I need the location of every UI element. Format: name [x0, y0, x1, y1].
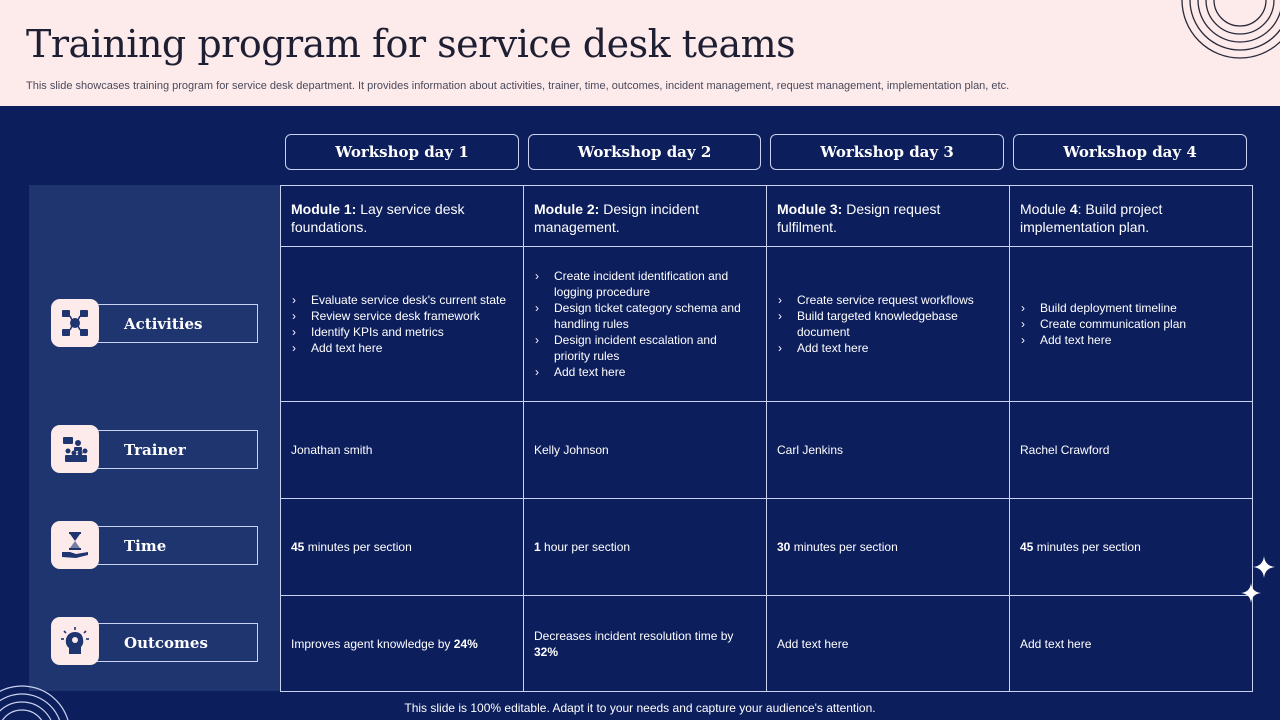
footer-note: This slide is 100% editable. Adapt it to your needs and capture your audience's attention.	[404, 701, 876, 715]
trainer-cell-2: Kelly Johnson	[524, 402, 767, 499]
activities-cell-2	[524, 247, 767, 402]
activities-row	[281, 247, 1253, 402]
time-unit: hour per section	[540, 540, 631, 554]
list-item: › Identify KPIs and metrics	[291, 324, 513, 340]
list-item: › Add text here	[777, 340, 999, 356]
module-prefix: Module	[1020, 201, 1070, 217]
row-label-time: Time	[72, 526, 258, 565]
list-item: › Design ticket category schema and handling rules	[534, 300, 756, 332]
module-text: Lay service desk foundations.	[291, 201, 465, 235]
list-item: › Create service request workflows	[777, 292, 999, 308]
time-value: 45	[1020, 540, 1034, 554]
time-unit: minutes per section	[790, 540, 898, 554]
tab-workshop-day-1[interactable]: Workshop day 1	[285, 134, 519, 170]
module-text: Design request fulfilment.	[777, 201, 941, 235]
tab-workshop-day-3[interactable]: Workshop day 3	[770, 134, 1004, 170]
hourglass-hand-icon	[51, 521, 99, 569]
module-prefix: Module 2:	[534, 201, 600, 217]
outcome-cell-1	[281, 596, 524, 692]
time-value: 45	[291, 540, 305, 554]
activities-cell-4	[1010, 247, 1253, 402]
time-value: 1	[534, 540, 541, 554]
outcome-cell-3	[767, 596, 1010, 692]
trainer-row	[281, 402, 1253, 499]
page-title: Training program for service desk teams	[26, 22, 796, 66]
header-band	[0, 0, 1280, 106]
time-unit: minutes per section	[304, 540, 412, 554]
trainer-cell-1: Jonathan smith	[281, 402, 524, 499]
time-value: 30	[777, 540, 791, 554]
module-row	[281, 186, 1253, 247]
list-item: › Design incident escalation and priority rules	[534, 332, 756, 364]
time-row	[281, 499, 1253, 596]
outcome-value: 32%	[534, 644, 559, 659]
page-subtitle: This slide showcases training program for service desk department. It provides information about activities, trainer, time, outcomes, incident management, request management, implementation plan, etc.	[26, 80, 1010, 92]
decorative-arcs-icon	[1180, 0, 1280, 60]
outcome-cell-2	[524, 596, 767, 692]
tab-workshop-day-2[interactable]: Workshop day 2	[528, 134, 761, 170]
time-unit: minutes per section	[1033, 540, 1141, 554]
activities-cell-1	[281, 247, 524, 402]
time-cell-4	[1010, 499, 1253, 596]
outcomes-row	[281, 596, 1253, 692]
row-label-activities: Activities	[72, 304, 258, 343]
list-item: › Add text here	[1020, 332, 1242, 348]
outcome-text: Add text here	[1020, 636, 1092, 651]
module-cell-3	[767, 186, 1010, 247]
time-cell-2	[524, 499, 767, 596]
list-item: › Evaluate service desk's current state	[291, 292, 513, 308]
outcome-text: Decreases incident resolution time by	[534, 628, 734, 643]
outcome-text: Improves agent knowledge by	[291, 636, 454, 651]
tab-workshop-day-4[interactable]: Workshop day 4	[1013, 134, 1247, 170]
outcome-value: 24%	[453, 636, 478, 651]
module-cell-4	[1010, 186, 1253, 247]
list-item: › Review service desk framework	[291, 308, 513, 324]
list-item: › Create incident identification and logging procedure	[534, 268, 756, 300]
module-text: Design incident management.	[534, 201, 699, 235]
trainer-cell-3: Carl Jenkins	[767, 402, 1010, 499]
module-text: : Build project implementation plan.	[1020, 201, 1163, 235]
module-cell-2	[524, 186, 767, 247]
module-cell-1	[281, 186, 524, 247]
row-label-outcomes: Outcomes	[72, 623, 258, 662]
module-prefix: Module 1:	[291, 201, 357, 217]
sparkle-icon	[1241, 583, 1261, 603]
trainer-cell-4: Rachel Crawford	[1010, 402, 1253, 499]
list-item: › Add text here	[534, 364, 756, 380]
list-item: › Build deployment timeline	[1020, 300, 1242, 316]
schedule-table	[280, 185, 1253, 692]
idea-head-icon	[51, 617, 99, 665]
network-icon	[51, 299, 99, 347]
row-label-trainer: Trainer	[72, 430, 258, 469]
sparkle-icon	[1253, 556, 1275, 578]
time-cell-3	[767, 499, 1010, 596]
activities-cell-3	[767, 247, 1010, 402]
outcome-cell-4	[1010, 596, 1253, 692]
module-prefix: Module 3:	[777, 201, 843, 217]
list-item: › Add text here	[291, 340, 513, 356]
list-item: › Create communication plan	[1020, 316, 1242, 332]
module-number: 4	[1069, 201, 1078, 217]
presenter-icon	[51, 425, 99, 473]
outcome-text: Add text here	[777, 636, 849, 651]
list-item: › Build targeted knowledgebase document	[777, 308, 999, 340]
time-cell-1	[281, 499, 524, 596]
